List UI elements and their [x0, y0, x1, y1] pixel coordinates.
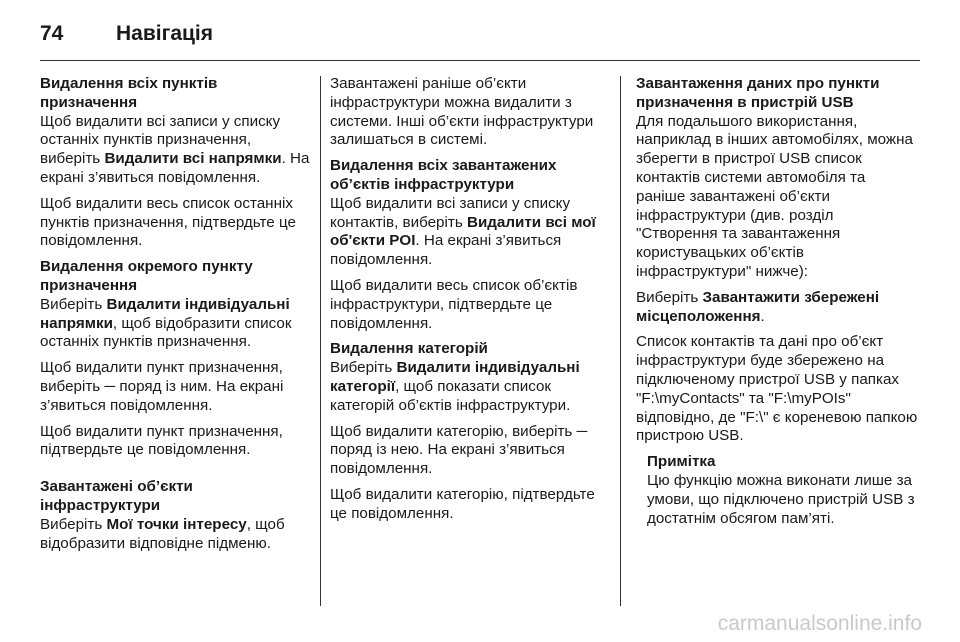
- note-title: Примітка: [647, 453, 716, 471]
- column-divider-2: [620, 76, 621, 606]
- column-2: [330, 75, 602, 531]
- note-text: Цю функцію можна виконати лише за умови, що підключено пристрій USB з достатнім обсягом пам’яті.: [647, 471, 915, 527]
- menu-item-reference: Мої точки інтересу: [106, 515, 247, 533]
- paragraph: Щоб видалити пункт призначення, підтвердьте це повідомлення.: [40, 422, 283, 459]
- paragraph: Завантажені раніше об’єкти інфраструктури можна видалити з системи. Інші об’єкти інфраструктури залишаться в системі.: [330, 75, 594, 149]
- section-title: Видалення всіх пунктів призначення: [40, 75, 218, 111]
- paragraph: Щоб видалити весь список останніх пунктів призначення, підтвердьте це повідомлення.: [40, 194, 296, 250]
- menu-item-reference: Видалити всі напрямки: [104, 150, 282, 168]
- paragraph: Для подальшого використання, наприклад в інших автомобілях, можна зберегти в пристрої USB список контактів системи автомобіля та раніше завантажені об’єкти інфраструктури (див. розділ "Створення та завантаження користувацьких об’єктів інфраструктури" нижче):: [636, 112, 913, 280]
- paragraph: Щоб видалити всі записи у списку останніх пунктів призначення, виберіть Видалити всі напрямки. На екрані з’явиться повідомлення.: [40, 112, 310, 186]
- paragraph: Щоб видалити весь список об’єктів інфраструктури, підтвердьте це повідомлення.: [330, 276, 578, 332]
- paragraph: Виберіть Видалити індивідуальні категорії, щоб показати список категорій об’єктів інфраструктури.: [330, 359, 580, 414]
- section-title: Видалення окремого пункту призначення: [40, 258, 253, 294]
- paragraph: Щоб видалити категорію, виберіть ─ поряд із нею. На екрані з’явиться повідомлення.: [330, 422, 588, 478]
- column-divider-1: [320, 76, 321, 606]
- menu-item-reference: Видалити індивідуальні напрямки: [40, 295, 290, 332]
- column-3: [636, 75, 918, 535]
- watermark: carmanualsonline.info: [717, 612, 922, 635]
- section-title: Видалення категорій: [330, 340, 488, 358]
- paragraph: Щоб видалити всі записи у списку контактів, виберіть Видалити всі мої об'єкти POI. На екрані з’явиться повідомлення.: [330, 194, 596, 269]
- menu-item-reference: Видалити індивідуальні категорії: [330, 359, 580, 395]
- paragraph: Виберіть Мої точки інтересу, щоб відобразити відповідне підменю.: [40, 515, 285, 552]
- page-number: 74: [40, 22, 64, 45]
- menu-item-reference: Завантажити збережені місцеположення: [636, 288, 880, 325]
- page-header: [40, 14, 213, 54]
- header-rule: [40, 60, 920, 61]
- menu-item-reference: Видалити всі мої об'єкти POI: [330, 213, 596, 250]
- section-title: Завантажені об’єкти інфраструктури: [40, 478, 193, 514]
- section-title: Завантаження даних про пункти призначення в пристрій USB: [636, 75, 880, 111]
- paragraph: Щоб видалити категорію, підтвердьте це повідомлення.: [330, 485, 595, 522]
- column-1: [40, 75, 312, 560]
- section-title: Видалення всіх завантажених об’єктів інфраструктури: [330, 157, 557, 193]
- paragraph: Список контактів та дані про об’єкт інфраструктури буде збережено на підключеному пристрої USB у папках "F:\myContacts" та "F:\myPOIs" відповідно, де "F:\" є кореневою папкою пристрою USB.: [636, 333, 918, 445]
- paragraph: Виберіть Видалити індивідуальні напрямки, щоб відобразити список останніх пунктів призначення.: [40, 295, 292, 351]
- note-box: [647, 453, 918, 528]
- paragraph: Виберіть Завантажити збережені місцеположення.: [636, 288, 880, 325]
- paragraph: Щоб видалити пункт призначення, виберіть ─ поряд із ним. На екрані з’явиться повідомлення.: [40, 359, 284, 414]
- chapter-title: Навігація: [116, 22, 214, 45]
